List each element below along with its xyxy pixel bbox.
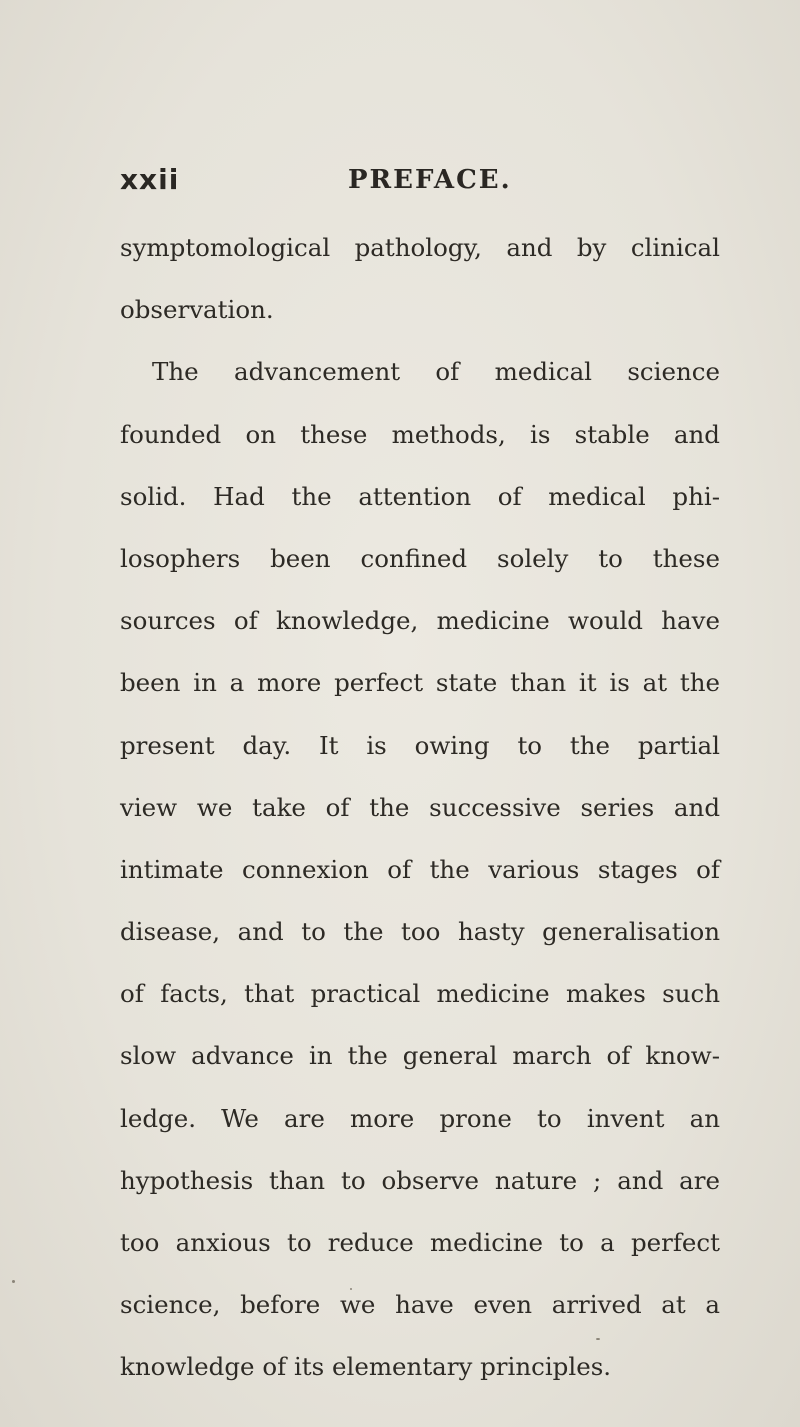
text-line: losophers been confined solely to these xyxy=(120,543,720,573)
paper-speck xyxy=(12,1280,15,1283)
text-line: The advancement of medical science xyxy=(152,357,720,387)
paper-speck xyxy=(596,1338,600,1340)
text-line: sources of knowledge, medicine would have xyxy=(120,606,720,636)
running-title: PREFACE. xyxy=(348,165,512,195)
page-number: xxii xyxy=(120,163,180,196)
text-line: symptomological pathology, and by clinical xyxy=(120,233,720,262)
text-line: slow advance in the general march of know- xyxy=(120,1041,720,1071)
text-line: ledge. We are more prone to invent an xyxy=(120,1103,720,1133)
text-line: disease, and to the too hasty generalisation xyxy=(120,917,720,947)
text-line: science, before we have even arrived at a xyxy=(120,1290,720,1320)
text-line: present day. It is owing to the partial xyxy=(120,730,720,760)
text-line: too anxious to reduce medicine to a perfect xyxy=(120,1228,720,1257)
paper-speck xyxy=(350,1288,352,1290)
page-header xyxy=(120,163,720,203)
text-line: solid. Had the attention of medical phi- xyxy=(120,481,720,511)
text-line: been in a more perfect state than it is at the xyxy=(120,668,720,698)
text-line: knowledge of its elementary principles. xyxy=(120,1352,612,1382)
text-line: hypothesis than to observe nature ; and are xyxy=(120,1165,720,1195)
text-line: observation. xyxy=(120,295,274,325)
text-line: intimate connexion of the various stages of xyxy=(120,854,720,884)
text-line: of facts, that practical medicine makes such xyxy=(120,979,720,1009)
text-line: view we take of the successive series and xyxy=(120,792,720,822)
text-line: founded on these methods, is stable and xyxy=(120,419,720,449)
body-text xyxy=(120,217,720,1399)
